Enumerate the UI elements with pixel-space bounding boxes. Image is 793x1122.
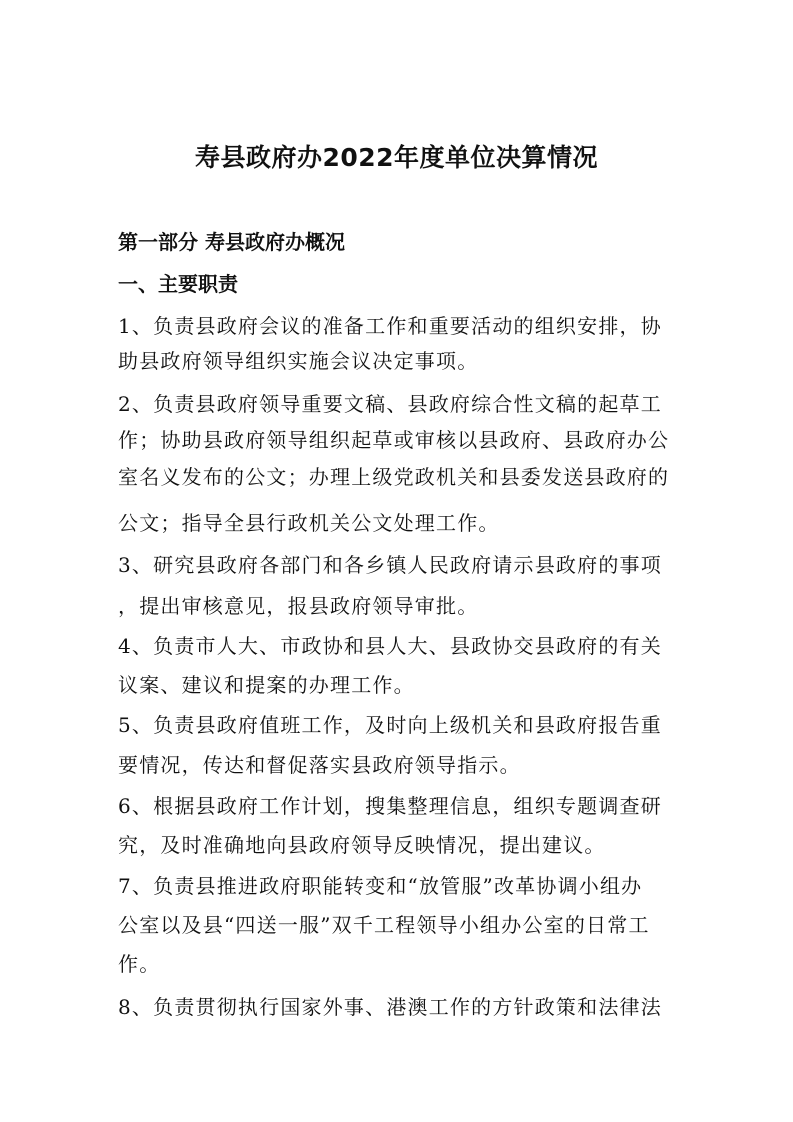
body-line: 1、负责县政府会议的准备工作和重要活动的组织安排，协 — [118, 314, 662, 338]
body-line: 3、研究县政府各部门和各乡镇人民政府请示县政府的事项 — [118, 553, 662, 577]
body-line: 公文；指导全县行政机关公文处理工作。 — [118, 511, 500, 535]
document-title: 寿县政府办2022年度单位决算情况 — [194, 143, 599, 172]
body-line: 作；协助县政府领导组织起草或审核以县政府、县政府办公 — [118, 428, 670, 452]
body-line: 6、根据县政府工作计划，搜集整理信息，组织专题调查研 — [118, 794, 662, 818]
body-line: 议案、建议和提案的办理工作。 — [118, 673, 415, 697]
body-line: 2、负责县政府领导重要文稿、县政府综合性文稿的起草工 — [118, 392, 662, 416]
body-line: 室名义发布的公文；办理上级党政机关和县委发送县政府的 — [118, 465, 670, 489]
body-line: 8、负责贯彻执行国家外事、港澳工作的方针政策和法律法 — [118, 995, 662, 1019]
body-line: 4、负责市人大、市政协和县人大、县政协交县政府的有关 — [118, 634, 662, 658]
body-line: 助县政府领导组织实施会议决定事项。 — [118, 349, 479, 373]
body-line: 7、负责县推进政府职能转变和“放管服”改革协调小组办 — [118, 874, 643, 898]
section-heading: 一、主要职责 — [118, 272, 238, 296]
body-line: ，提出审核意见，报县政府领导审批。 — [118, 594, 479, 618]
body-line: 公室以及县“四送一服”双千工程领导小组办公室的日常工 — [118, 913, 650, 937]
body-line: 究，及时准确地向县政府领导反映情况，提出建议。 — [118, 833, 606, 857]
body-line: 5、负责县政府值班工作，及时向上级机关和县政府报告重 — [118, 713, 662, 737]
body-line: 作。 — [118, 952, 161, 976]
body-line: 要情况，传达和督促落实县政府领导指示。 — [118, 753, 521, 777]
part-heading: 第一部分 寿县政府办概况 — [118, 230, 345, 254]
